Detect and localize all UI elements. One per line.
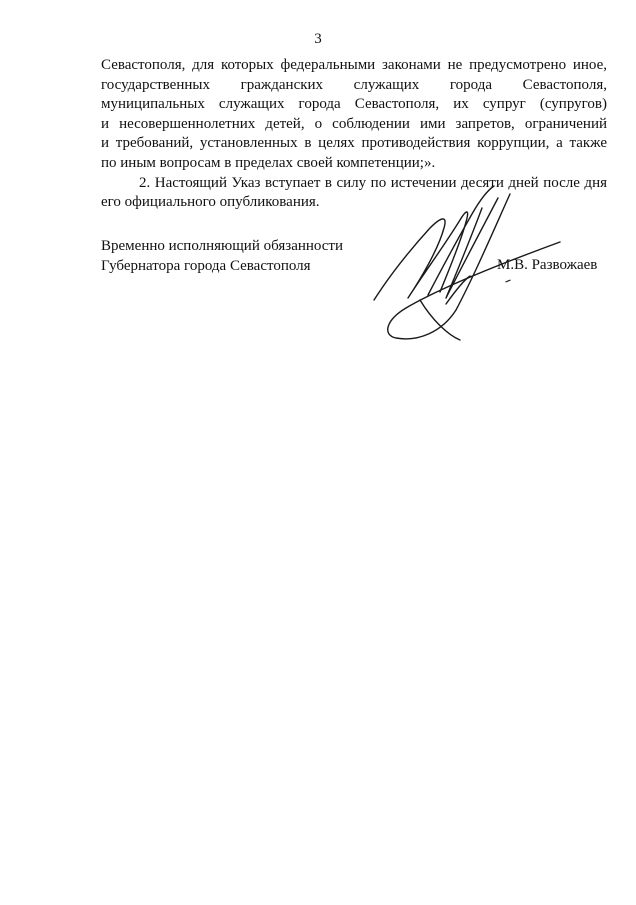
paragraph-1-line-4: и несовершеннолетних детей, о соблюдении ими запретов, ограничений	[101, 115, 607, 132]
signer-name: М.В. Развожаев	[497, 257, 598, 273]
ink-mark	[505, 279, 511, 283]
paragraph-1-line-6: по иным вопросам в пределах своей компетенции;».	[101, 154, 436, 171]
paragraph-1-line-3: муниципальных служащих города Севастополя, их супруг (супругов)	[101, 96, 607, 113]
paragraph-2-line-2: его официального опубликования.	[101, 194, 320, 211]
position-title-line-1: Временно исполняющий обязанности	[101, 238, 344, 254]
signatory-position	[101, 237, 343, 276]
position-title-line-2: Губернатора города Севастополя	[101, 257, 311, 274]
page-number: 3	[314, 31, 322, 47]
paragraph-1-line-1: Севастополя, для которых федеральными законами не предусмотрено иное,	[101, 57, 607, 73]
paragraph-2-line-1: 2. Настоящий Указ вступает в силу по истечении десяти дней после дня	[139, 174, 607, 191]
handwritten-signature	[360, 180, 580, 350]
paragraph-1-line-5: и требований, установленных в целях противодействия коррупции, а также	[101, 135, 607, 152]
paragraph-1-line-2: государственных гражданских служащих города Севастополя,	[101, 76, 607, 93]
